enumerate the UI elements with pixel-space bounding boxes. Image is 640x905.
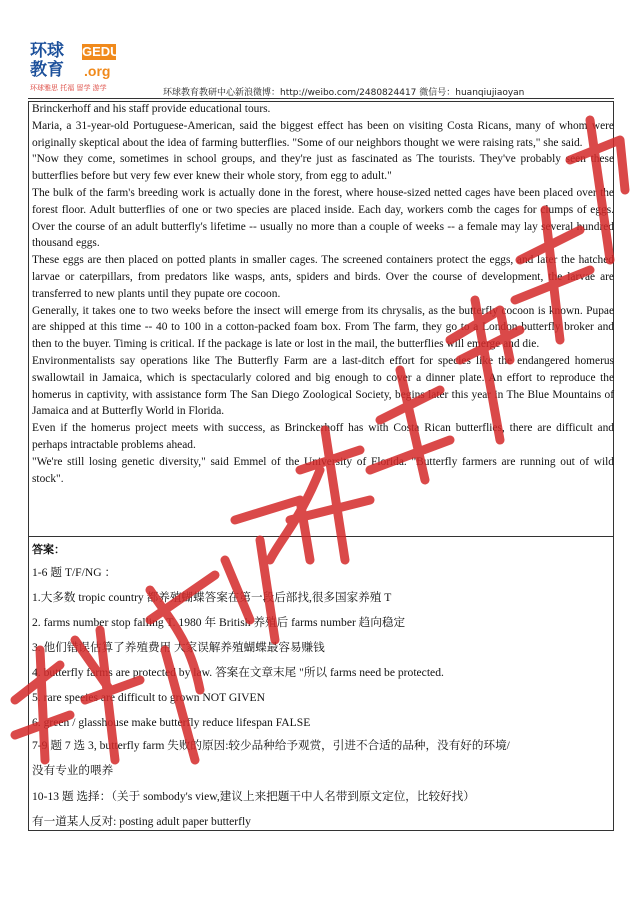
passage-paragraph: Environmentalists say operations like The Butterfly Farm are a last-ditch effort for species like the endangered homerus swallowtail in Jamaica, which is spectacularly colored and big enough to cover a dinner plate. An effort to reproduce the homerus in captivity, with assistance form The San Diego Zoological Society, begins later this year in The Blue Mountains of Jamaica and at Butterfly World in Florida. xyxy=(32,354,614,418)
answer-line: 3. 他们错误估算了养殖费用 大家误解养殖蝴蝶最容易赚钱 xyxy=(32,641,325,654)
answer-line: 1-6 题 T/F/NG ： xyxy=(32,566,117,579)
answer-line: 10-13 题 选择：（关于 sombody's view,建议上来把题干中人名带到原文定位，比较好找） xyxy=(32,790,475,803)
passage-paragraph: Generally, it takes one to two weeks before the insect will emerge from its chrysalis, as the butterfly cocoon is known. Pupae are shipped at this time -- 40 to 100 in a cotton-packed foam box. From The farm, they go to a London butterfly broker and then to the buyer. Timing is critical. If the package is late or lost in the mail, the butterflies will emerge and die. xyxy=(32,304,614,351)
passage-paragraph: "We're still losing genetic diversity," said Emmel of the University of Florida. "Butterfly farmers are running out of wild stock". xyxy=(32,455,614,485)
header-divider xyxy=(28,98,614,99)
answer-line: 6. green / glasshouse make butterfly reduce lifespan FALSE xyxy=(32,716,311,729)
answer-line: 7-9 题 7 选 3, butterfly farm 失败的原因:较少品种给予观赏，引进不合适的品种，没有好的环境/ xyxy=(32,739,510,752)
passage-paragraph: These eggs are then placed on potted plants in smaller cages. The screened containers protect the eggs, and later the hatched larvae or caterpillars, from predators like wasps, ants, spiders and birds. Over the course of development, the larvae are transferred to new plants until they pupate ore cocoon. xyxy=(32,254,614,300)
answer-line: 1.大多数 tropic country 都养殖蝴蝶答案在第一段后部找,很多国家养殖 T xyxy=(32,591,392,604)
page-header xyxy=(0,0,640,104)
answer-section xyxy=(32,540,612,834)
section-divider xyxy=(28,536,614,537)
logo-gedu-box: GEDU xyxy=(82,44,120,59)
gedu-logo xyxy=(30,42,120,92)
answer-line: 有一道某人反对: posting adult paper butterfly xyxy=(32,815,251,828)
logo-org-text: .org xyxy=(84,63,111,79)
passage-paragraph: The bulk of the farm's breeding work is actually done in the forest, where house-sized netted cages have been placed over the forest floor. Adult butterflies of one or two species are placed inside. Each day, workers comb the cages for clumps of eggs. Over the course of an adult butterfly's lifetime -- usually no more than a couple of weeks -- a female may lay several hundred thousand eggs. xyxy=(32,186,614,250)
answer-line: 没有专业的喂养 xyxy=(32,764,114,777)
logo-chinese-name: 环球 教育 xyxy=(30,41,64,80)
passage-paragraph: Maria, a 31-year-old Portuguese-American, said the biggest effect has been on visiting Costa Ricans, many of whom were originally skeptical about the idea of farming butterflies. "Some of our neighbors thought we were raising rats," she said. xyxy=(32,119,614,149)
reading-passage xyxy=(32,101,614,487)
passage-paragraph: Brinckerhoff and his staff provide educational tours. xyxy=(32,103,271,115)
passage-paragraph: Even if the homerus project meets with success, as Brinckerhoff has with Costa Rican butterflies, there are difficult and perhaps intractable problems ahead. xyxy=(32,422,614,451)
answer-line: 5. rare speeies are difficult to grown NOT GIVEN xyxy=(32,691,265,704)
answer-title: 答案： xyxy=(32,543,65,556)
answer-line: 2. farms number stop falling T. 1980 年 British 养殖后 farms number 趋向稳定 xyxy=(32,616,406,629)
passage-paragraph: "Now they come, sometimes in school groups, and they're just as fascinated as The tourists. They've probably seen these butterflies before but very few ever knew their whole story, from egg to adult." xyxy=(32,153,614,183)
logo-tagline: 环球雅思 托福 留学 游学 xyxy=(30,84,107,92)
answer-line: 4. butterfly farms are protected by law. 答案在文章末尾 "所以 farms need be protected. xyxy=(32,666,444,679)
header-contact-info: 环球教育教研中心新浪微博：http://weibo.com/2480824417 微信号：huanqiujiaoyan xyxy=(163,88,525,98)
